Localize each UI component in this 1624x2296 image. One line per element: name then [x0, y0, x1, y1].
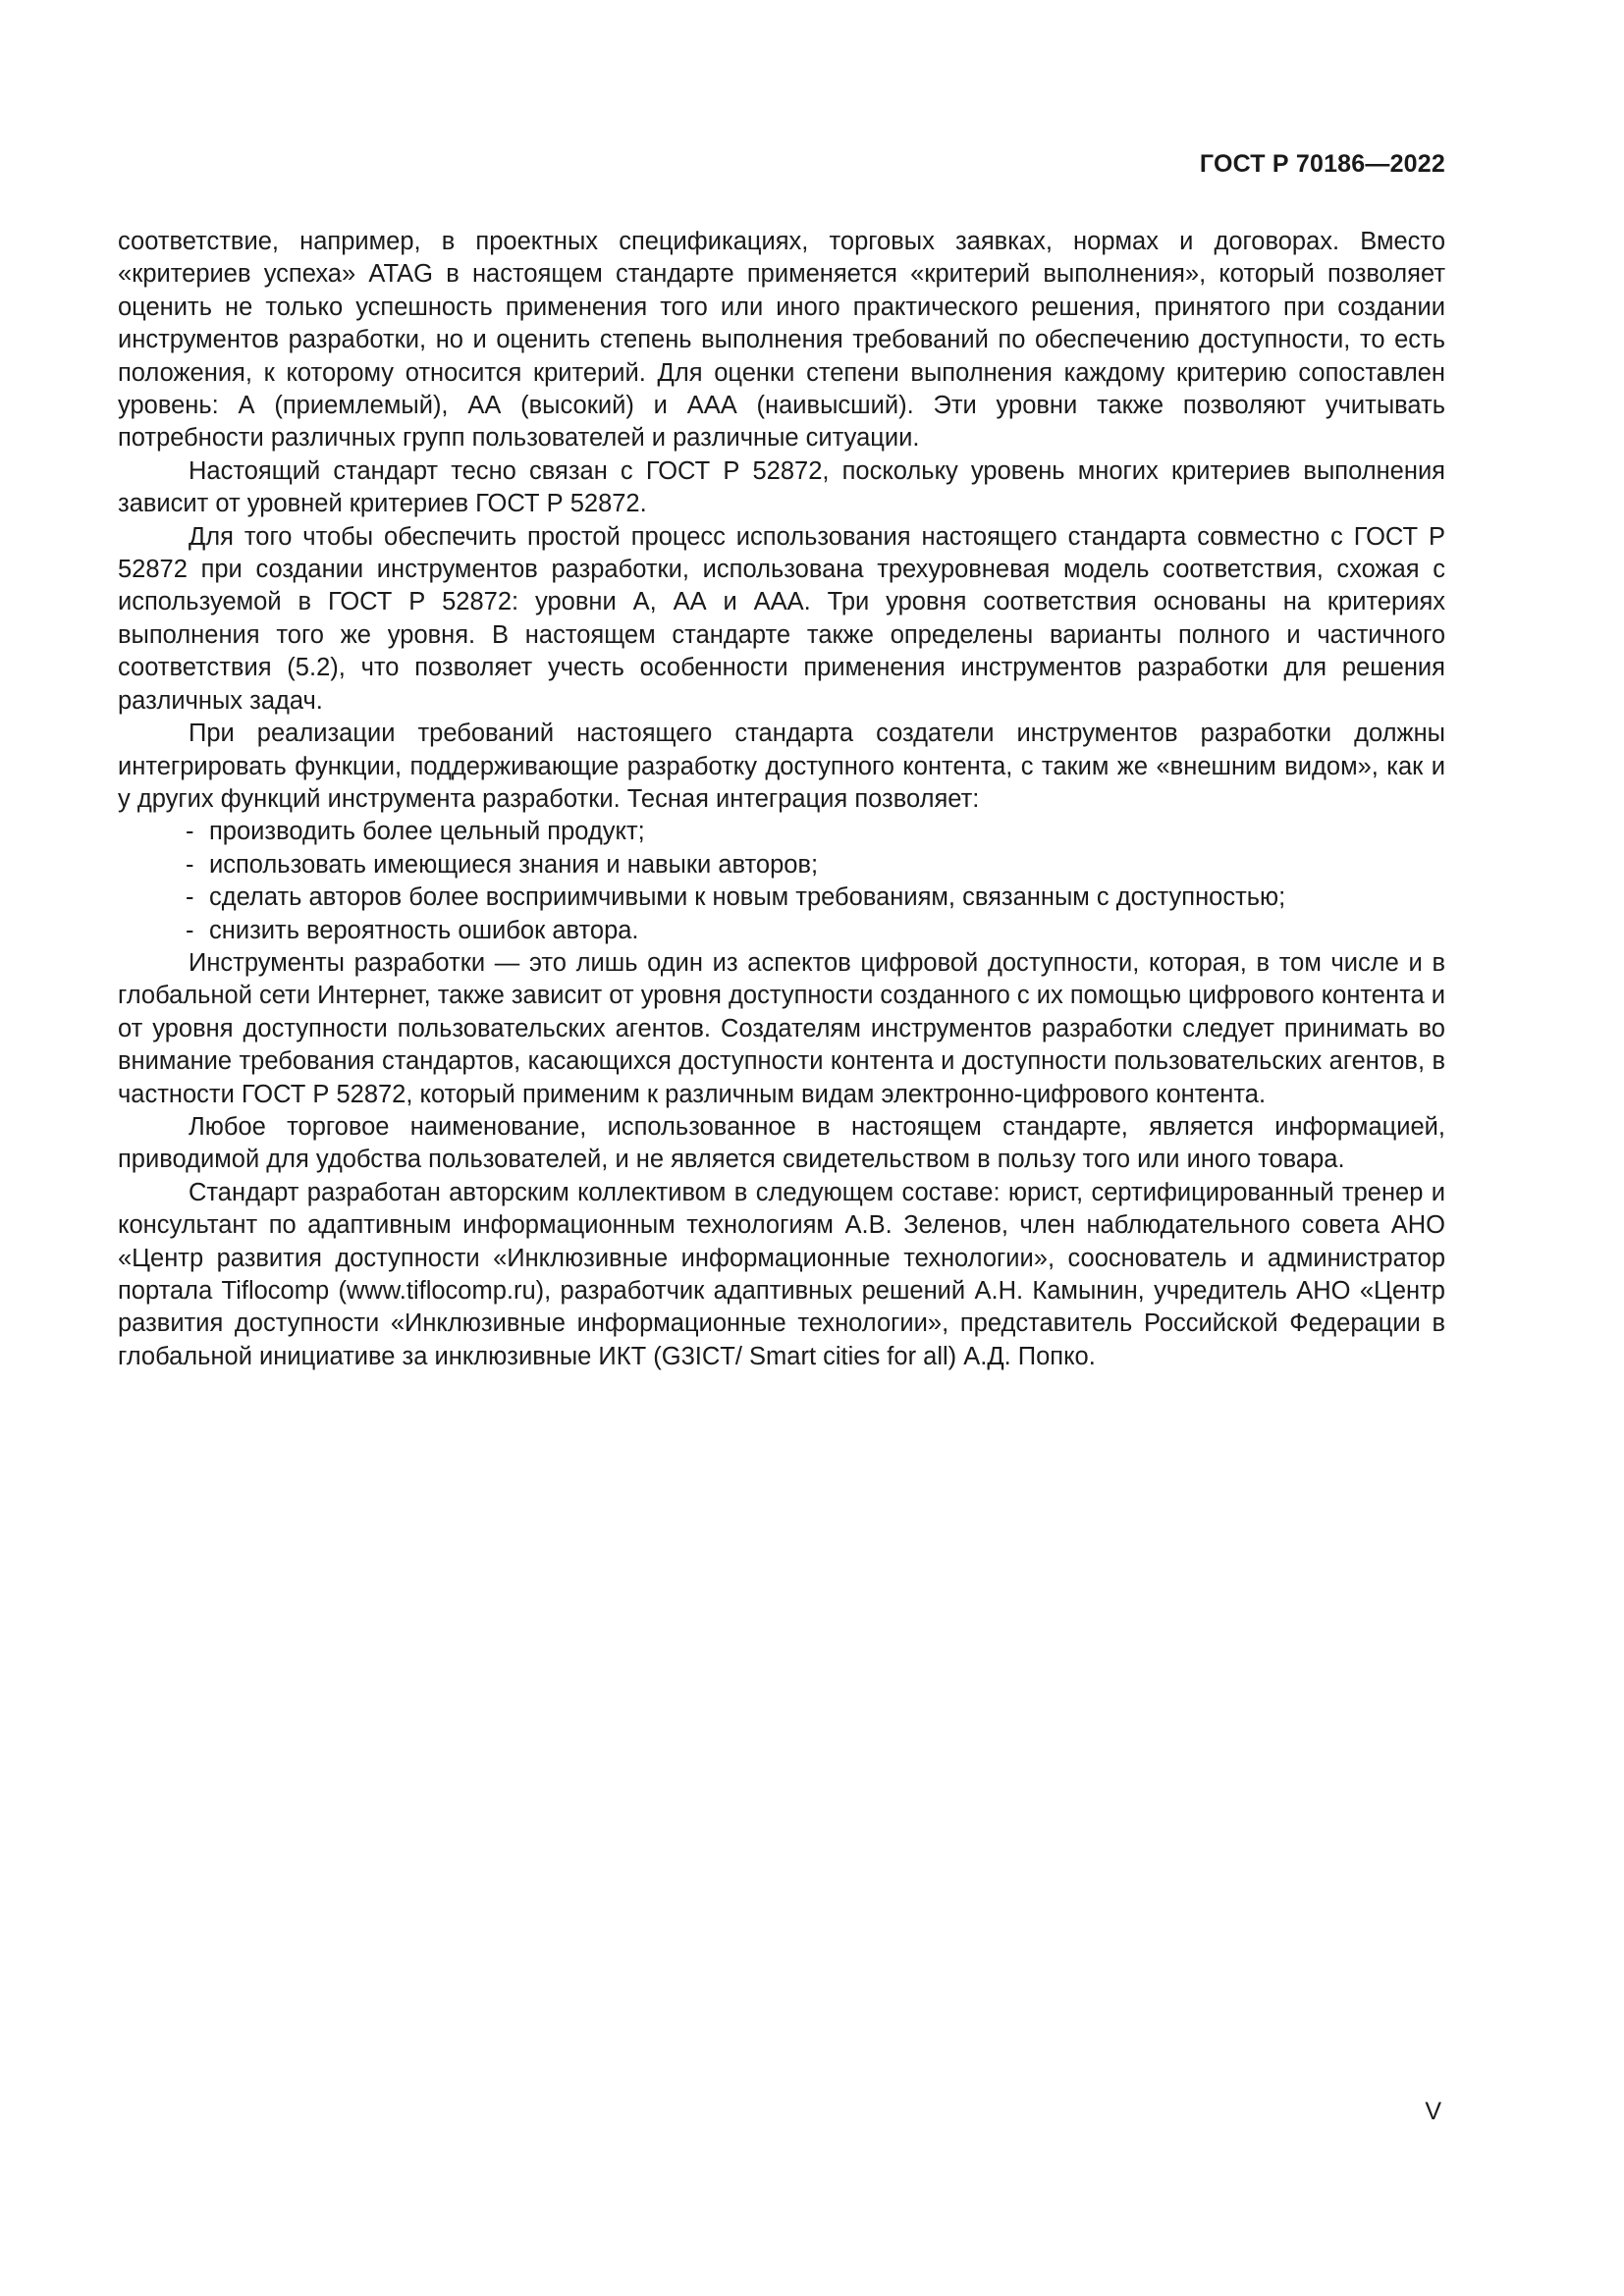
list-item-text: сделать авторов более восприимчивыми к новым требованиям, связанным с доступностью;: [209, 883, 1286, 912]
integration-benefits-list: [118, 816, 1445, 947]
list-item: [186, 816, 1445, 848]
list-dash: -: [186, 818, 194, 846]
paragraph: Инструменты разработки — это лишь один из аспектов цифровой доступности, которая, в том числе и в глобальной сети Интернет, также зависит от уровня доступности созданного с их помощью цифрового контента и от уровня доступности пользовательских агентов. Создателям инструментов разработки следует принимать во внимание требования стандартов, касающихся доступности контента и доступности пользовательских агентов, в частности ГОСТ Р 52872, который применим к различным видам электронно-цифрового контента.: [118, 948, 1445, 1108]
list-item-text: использовать имеющиеся знания и навыки авторов;: [209, 850, 819, 879]
document-body: [118, 226, 1445, 1373]
list-item-text: производить более цельный продукт;: [209, 818, 645, 846]
paragraph: Для того чтобы обеспечить простой процесс использования настоящего стандарта совместно с ГОСТ Р 52872 при создании инструментов разработки, использована трехуровневая модель соответствия, схожая с используемой в ГОСТ Р 52872: уровни А, АА и ААА. Три уровня соответствия основаны на критериях выполнения того же уровня. В настоящем стандарте также определены варианты полного и частичного соответствия (5.2), что позволяет учесть особенности применения инструментов разработки для решения различных задач.: [118, 522, 1445, 715]
paragraph: Стандарт разработан авторским коллективом в следующем составе: юрист, сертифицированный тренер и консультант по адаптивным информационным технологиям А.В. Зеленов, член наблюдательного совета АНО «Центр развития доступности «Инклюзивные информационные технологии», сооснователь и администратор портала Tiflocomp (www.tiflocomp.ru), разработчик адаптивных решений А.Н. Камынин, учредитель АНО «Центр развития доступности «Инклюзивные информационные технологии», представитель Российской Федерации в глобальной инициативе за инклюзивные ИКТ (G3ICT/ Smart cities for all) А.Д. Попко.: [118, 1178, 1445, 1370]
list-item-text: снизить вероятность ошибок автора.: [209, 916, 639, 944]
list-dash: -: [186, 883, 194, 912]
list-item: [186, 915, 1445, 947]
page-number: V: [1425, 2098, 1441, 2125]
paragraph: Любое торговое наименование, использованное в настоящем стандарте, является информацией, приводимой для удобства пользователей, и не является свидетельством в пользу того или иного товара.: [118, 1112, 1445, 1174]
paragraph: При реализации требований настоящего стандарта создатели инструментов разработки должны интегрировать функции, поддерживающие разработку доступного контента, с таким же «внешним видом», как и у других функций инструмента разработки. Тесная интеграция позволяет:: [118, 720, 1445, 813]
paragraph-continuation: соответствие, например, в проектных спецификациях, торговых заявках, нормах и договорах. Вместо «критериев успеха» ATAG в настоящем стандарте применяется «критерий выполнения», который позволяет оценить не только успешность применения того или иного практического решения, принятого при создании инструментов разработки, но и оценить степень выполнения требований по обеспечению доступности, то есть положения, к которому относится критерий. Для оценки степени выполнения каждому критерию сопоставлен уровень: А (приемлемый), АА (высокий) и ААА (наивысший). Эти уровни также позволяют учитывать потребности различных групп пользователей и различные ситуации.: [118, 228, 1445, 453]
list-dash: -: [186, 850, 194, 879]
list-item: [186, 881, 1445, 914]
paragraph: Настоящий стандарт тесно связан с ГОСТ Р 52872, поскольку уровень многих критериев выполнения зависит от уровней критериев ГОСТ Р 52872.: [118, 456, 1445, 518]
list-item: [186, 849, 1445, 881]
document-designation: ГОСТ Р 70186—2022: [1199, 150, 1445, 178]
list-dash: -: [186, 916, 194, 944]
